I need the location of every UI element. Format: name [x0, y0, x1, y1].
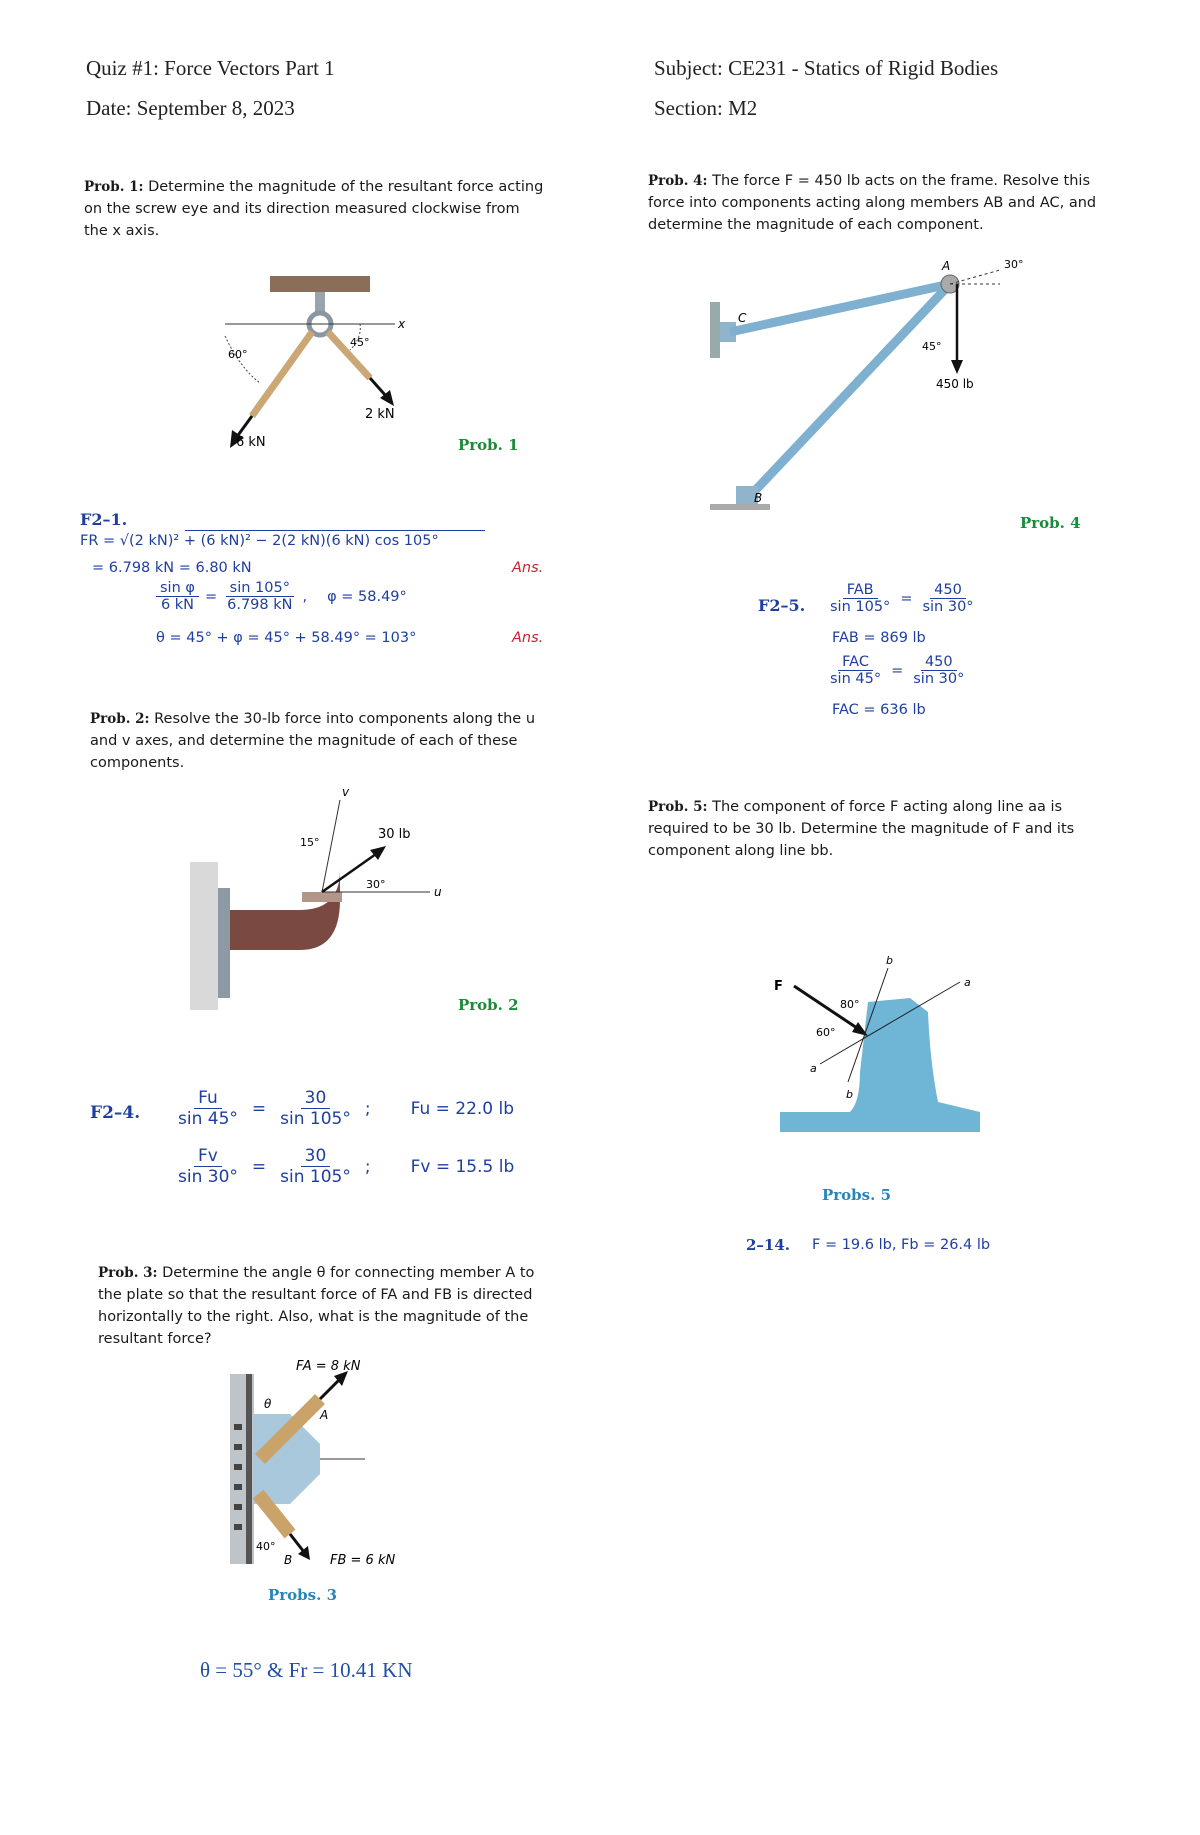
- problem-2-text: [90, 708, 545, 774]
- force-fa-label: FA = 8 kN: [296, 1359, 361, 1374]
- line-a-bottom-label: a: [810, 1062, 817, 1075]
- phi-result: φ = 58.49°: [327, 588, 407, 605]
- problem-2-figure: [190, 780, 460, 1010]
- force-2kn-label: 2 kN: [365, 407, 395, 422]
- problem-5-text: [648, 796, 1108, 862]
- solution-2-14-result: F = 19.6 lb, Fb = 26.4 lb: [812, 1237, 991, 1253]
- angle-45-label: 45°: [350, 336, 370, 349]
- force-450-label: 450 lb: [936, 377, 974, 391]
- frac-6kn: 6 kN: [160, 597, 195, 613]
- fv-num: Fv: [194, 1146, 222, 1167]
- solution-f2-4-eq2: $\frac{Fv}{\sin 30^\circ}$ = $\frac{30}{\sin 105^\circ}$ ; Fv = 15.5 lb: [174, 1146, 514, 1187]
- solution-f2-5-id: F2–5.: [758, 596, 806, 615]
- ac-extension: [950, 270, 1000, 284]
- fac-den2: sin 30°: [913, 671, 965, 687]
- fab-result: FAB = 869 lb: [832, 630, 926, 646]
- fac-den: sin 45°: [830, 671, 882, 687]
- frac-sinphi: sin φ: [156, 580, 199, 597]
- angle-40-label: 40°: [256, 1540, 276, 1553]
- problem-5-statement: The component of force F acting along line aa is required to be 30 lb. Determine the magnitude of F and its component along line bb.: [648, 799, 1075, 859]
- ceiling-block: [270, 276, 370, 292]
- fv-den2: sin 105°: [280, 1167, 351, 1187]
- solution-f2-5-eq1: $\frac{\text{FAB}}{\sin 105^\circ}$ = $\frac{450}{\sin 30^\circ}$: [826, 582, 978, 615]
- force-fa-arrow: [320, 1379, 340, 1399]
- x-axis-label: x: [398, 317, 406, 331]
- fac-num2: 450: [921, 654, 957, 671]
- solution-f2-1-sine-law: $\frac{\text{sin φ}}{6 kN}$ = $\frac{\sin 105^\circ}{6.798 kN}$ , φ = 58.49°: [156, 580, 407, 613]
- solution-f2-1-line1: FR = √(2 kN)² + (6 kN)² − 2(2 kN)(6 kN) cos 105°: [80, 533, 439, 549]
- wall-plate: [218, 888, 230, 998]
- arrow-2kn: [370, 378, 386, 396]
- problem-2-statement: Resolve the 30-lb force into components along the u and v axes, and determine the magnitude of each of these components.: [90, 711, 536, 771]
- solution-f2-1-line4: θ = 45° + φ = 45° + 58.49° = 103°: [156, 630, 417, 646]
- problem-3-label: Prob. 3:: [98, 1265, 158, 1281]
- angle-45-label: 45°: [922, 340, 942, 353]
- v-axis-label: v: [342, 785, 350, 799]
- force-450-arrowhead: [951, 360, 963, 374]
- fu-den2: sin 105°: [280, 1109, 351, 1129]
- angle-80-label: 80°: [840, 998, 860, 1011]
- frac-6798kn: 6.798 kN: [227, 597, 293, 613]
- problem-3-statement: Determine the angle θ for connecting member A to the plate so that the resultant force of FA and FB is directed horizontally to the right. Also, what is the magnitude of the resultant force?: [98, 1265, 535, 1347]
- problem-3-figure: [220, 1354, 450, 1569]
- fu-result: Fu = 22.0 lb: [410, 1098, 515, 1119]
- problem-1-figure: [200, 268, 450, 458]
- member-a-label: A: [320, 1408, 329, 1422]
- problem-3-text: [98, 1262, 554, 1350]
- member-ab: [750, 284, 950, 496]
- problem-5-label: Prob. 5:: [648, 799, 708, 815]
- force-f-label: F: [774, 979, 783, 994]
- problem-1-text: [84, 176, 544, 242]
- problem-4-text: [648, 170, 1108, 236]
- wall: [190, 862, 218, 1010]
- solution-f2-5-eq2: $\frac{\text{FAC}}{\sin 45^\circ}$ = $\frac{450}{\sin 30^\circ}$: [826, 654, 968, 687]
- angle-60-label: 60°: [816, 1026, 836, 1039]
- fu-num2: 30: [301, 1088, 331, 1109]
- fv-den: sin 30°: [178, 1167, 238, 1187]
- fu-den: sin 45°: [178, 1109, 238, 1129]
- v-axis-line: [322, 800, 340, 892]
- solution-f2-4-eq1: $\frac{Fu}{\sin 45^\circ}$ = $\frac{30}{\sin 105^\circ}$ ; Fu = 22.0 lb: [174, 1088, 514, 1129]
- wall-c: [710, 302, 720, 358]
- fab-den2: sin 30°: [922, 599, 974, 615]
- angle-30-label: 30°: [366, 878, 386, 891]
- problem-4-label: Prob. 4:: [648, 173, 708, 189]
- solution-f2-1-ans2: Ans.: [512, 630, 544, 646]
- problem-3-caption: Probs. 3: [268, 1586, 338, 1604]
- theta-label: θ: [264, 1397, 272, 1411]
- problem-2-label: Prob. 2:: [90, 711, 150, 727]
- solution-f2-4-id: F2–4.: [90, 1103, 141, 1123]
- line-b-top-label: b: [886, 954, 893, 967]
- force-fb-label: FB = 6 kN: [330, 1553, 396, 1568]
- problem-2-caption: Prob. 2: [458, 996, 519, 1014]
- angle-15-label: 15°: [300, 836, 320, 849]
- joint-b-label: B: [754, 491, 763, 505]
- fab-den: sin 105°: [830, 599, 891, 615]
- u-axis-label: u: [434, 885, 442, 899]
- joint-a-label: A: [942, 259, 951, 273]
- angle-60-label: 60°: [228, 348, 248, 361]
- solution-f2-1-id: F2–1.: [80, 510, 128, 529]
- fu-num: Fu: [194, 1088, 222, 1109]
- solution-2-14-id: 2–14.: [746, 1236, 791, 1254]
- problem-3-answer: θ = 55° & Fr = 10.41 KN: [200, 1658, 413, 1682]
- problem-5-figure: [760, 952, 990, 1132]
- column-edge: [246, 1374, 252, 1564]
- force-30lb-label: 30 lb: [378, 827, 411, 842]
- fac-result: FAC = 636 lb: [832, 702, 926, 718]
- problem-4-figure: [700, 246, 1030, 526]
- quiz-date: Date: September 8, 2023: [86, 96, 295, 120]
- problem-1-statement: Determine the magnitude of the resultant force acting on the screw eye and its direction measured clockwise from the x axis.: [84, 179, 544, 239]
- problem-4-statement: The force F = 450 lb acts on the frame. Resolve this force into components acting along members AB and AC, and determine the magnitude of each component.: [648, 173, 1097, 233]
- fv-num2: 30: [301, 1146, 331, 1167]
- problem-1-label: Prob. 1:: [84, 179, 144, 195]
- solution-f2-1-ans: Ans.: [512, 560, 544, 576]
- pipe-cap: [302, 892, 342, 902]
- fab-num2: 450: [930, 582, 966, 599]
- problem-4-caption: Prob. 4: [1020, 514, 1081, 532]
- joint-c-label: C: [738, 311, 747, 325]
- angle-30-label: 30°: [1004, 258, 1024, 271]
- member-b-label: B: [284, 1553, 293, 1567]
- problem-1-caption: Prob. 1: [458, 436, 519, 454]
- force-6kn-label: 6 kN: [236, 435, 266, 450]
- line-a-top-label: a: [964, 976, 971, 989]
- section-label: Section: M2: [654, 96, 758, 120]
- frac-sin105: sin 105°: [226, 580, 294, 597]
- solution-f2-1-line2: = 6.798 kN = 6.80 kN: [92, 560, 252, 576]
- fab-num: FAB: [843, 582, 878, 599]
- subject-title: Subject: CE231 - Statics of Rigid Bodies: [654, 56, 999, 80]
- problem-5-caption: Probs. 5: [822, 1186, 892, 1204]
- fv-result: Fv = 15.5 lb: [410, 1156, 515, 1177]
- fac-num: FAC: [838, 654, 873, 671]
- cable-6kn: [252, 332, 312, 416]
- force-fb-arrow: [290, 1534, 304, 1552]
- quiz-title: Quiz #1: Force Vectors Part 1: [86, 56, 335, 80]
- line-b-bottom-label: b: [846, 1088, 853, 1101]
- sqrt-bar: [185, 530, 485, 531]
